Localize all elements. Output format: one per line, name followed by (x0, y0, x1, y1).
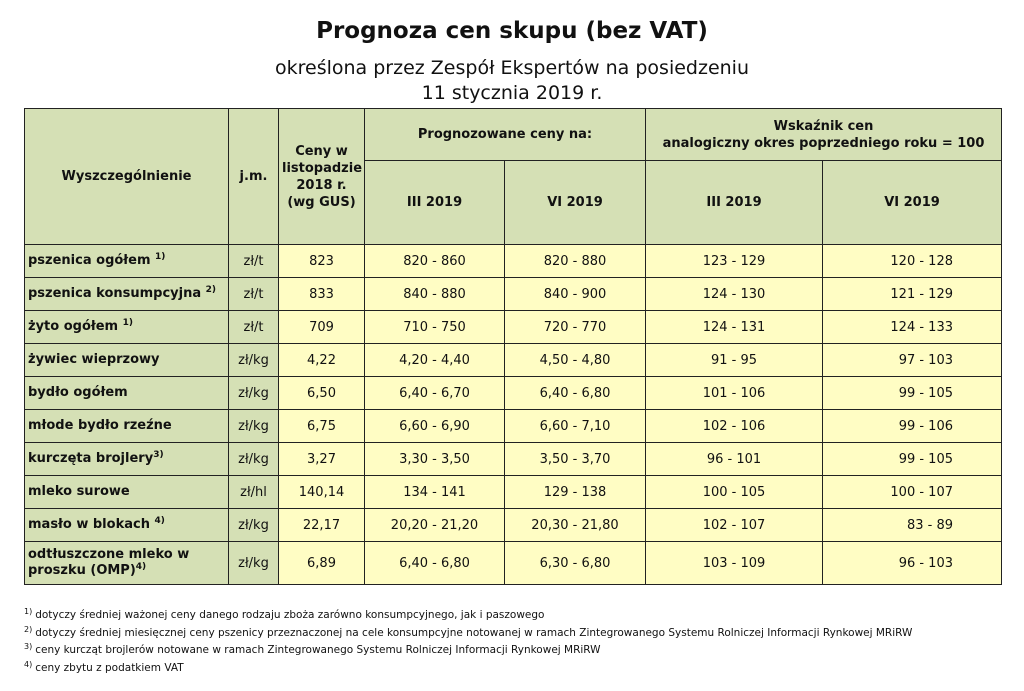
row-unit: zł/kg (229, 443, 279, 476)
row-unit: zł/kg (229, 377, 279, 410)
row-index-iii: 102 - 106 (646, 410, 823, 443)
row-name: żyto ogółem (28, 319, 119, 334)
header-index-line-1: Wskaźnik cen (773, 118, 874, 134)
row-name-cell (25, 542, 229, 585)
table-row (25, 410, 1002, 443)
footnote-text: dotyczy średniej miesięcznej ceny pszenicy przeznaczonej na cele konsumpcyjne notowanej w ramach Zintegrowanego Systemu Rolniczej Informacji Rynkowej MRiRW (35, 626, 913, 639)
row-price: 22,17 (279, 509, 365, 542)
table-row (25, 509, 1002, 542)
table-row (25, 245, 1002, 278)
row-forecast-iii: 4,20 - 4,40 (365, 344, 505, 377)
footnote-text: dotyczy średniej ważonej ceny danego rodzaju zboża zarówno konsumpcyjnego, jak i paszowego (35, 609, 545, 621)
row-index-iii: 91 - 95 (646, 344, 823, 377)
footnote-mark: 1) (24, 607, 33, 616)
header-index-line-2: analogiczny okres poprzedniego roku = 100 (662, 135, 985, 151)
row-index-vi: 83 - 89 (823, 509, 1002, 542)
subtitle-line-1: określona przez Zespół Ekspertów na posiedzeniu (275, 57, 749, 79)
row-index-iii: 123 - 129 (646, 245, 823, 278)
row-forecast-vi: 6,60 - 7,10 (505, 410, 646, 443)
row-index-iii: 124 - 131 (646, 311, 823, 344)
row-note: 2) (205, 285, 217, 295)
row-name-cell (25, 311, 229, 344)
row-unit: zł/kg (229, 410, 279, 443)
price-forecast-table (24, 108, 1002, 585)
row-unit: zł/t (229, 245, 279, 278)
row-note: 4) (135, 562, 147, 572)
row-index-vi: 96 - 103 (823, 542, 1002, 585)
row-forecast-vi: 6,30 - 6,80 (505, 542, 646, 585)
footnote-text: ceny zbytu z podatkiem VAT (35, 661, 184, 674)
row-name-cell (25, 245, 229, 278)
row-price: 6,50 (279, 377, 365, 410)
row-forecast-iii: 840 - 880 (365, 278, 505, 311)
row-index-iii: 101 - 106 (646, 377, 823, 410)
row-name: bydło ogółem (28, 385, 128, 400)
row-note: 4) (154, 516, 165, 526)
page-title: Prognoza cen skupu (bez VAT) (316, 18, 708, 44)
row-name: żywiec wieprzowy (28, 352, 160, 367)
header-price: Ceny w listopadzie 2018 r. (wg GUS) (279, 109, 365, 245)
row-forecast-vi: 6,40 - 6,80 (505, 377, 646, 410)
row-forecast-iii: 6,40 - 6,70 (365, 377, 505, 410)
row-unit: zł/t (229, 311, 279, 344)
row-name: mleko surowe (28, 484, 130, 499)
header-unit: j.m. (229, 109, 279, 245)
header-forecast-iii: III 2019 (365, 161, 505, 245)
row-index-iii: 124 - 130 (646, 278, 823, 311)
row-name-cell (25, 476, 229, 509)
row-forecast-vi: 720 - 770 (505, 311, 646, 344)
row-price: 823 (279, 245, 365, 278)
row-name-cell (25, 509, 229, 542)
row-name: kurczęta brojlery (28, 451, 154, 466)
row-index-vi: 120 - 128 (823, 245, 1002, 278)
row-index-vi: 100 - 107 (823, 476, 1002, 509)
row-unit: zł/hl (229, 476, 279, 509)
row-unit: zł/kg (229, 509, 279, 542)
row-name: młode bydło rzeźne (28, 418, 172, 433)
table-row (25, 278, 1002, 311)
row-index-iii: 102 - 107 (646, 509, 823, 542)
footnote (24, 607, 1004, 625)
footnote (24, 625, 1004, 643)
row-name-cell (25, 377, 229, 410)
header-forecast: Prognozowane ceny na: (365, 109, 646, 161)
footnote (24, 660, 1004, 678)
row-index-vi: 99 - 106 (823, 410, 1002, 443)
header-index (646, 109, 1002, 161)
row-name-cell (25, 410, 229, 443)
footnote-mark: 2) (24, 624, 33, 634)
row-note: 3) (153, 450, 164, 460)
row-price: 3,27 (279, 443, 365, 476)
row-index-iii: 100 - 105 (646, 476, 823, 509)
header-forecast-vi: VI 2019 (505, 161, 646, 245)
row-forecast-vi: 820 - 880 (505, 245, 646, 278)
row-note: 1) (155, 252, 166, 262)
row-name-cell (25, 278, 229, 311)
page-subtitle (0, 56, 1024, 106)
row-index-vi: 97 - 103 (823, 344, 1002, 377)
row-name-cell (25, 344, 229, 377)
row-name: pszenica konsumpcyjna (28, 286, 202, 301)
row-index-vi: 99 - 105 (823, 377, 1002, 410)
footnote-mark: 3) (24, 642, 33, 651)
row-name-cell (25, 443, 229, 476)
row-index-iii: 96 - 101 (646, 443, 823, 476)
row-forecast-vi: 4,50 - 4,80 (505, 344, 646, 377)
row-forecast-vi: 840 - 900 (505, 278, 646, 311)
row-forecast-iii: 6,60 - 6,90 (365, 410, 505, 443)
row-forecast-iii: 710 - 750 (365, 311, 505, 344)
row-unit: zł/t (229, 278, 279, 311)
row-name: odtłuszczone mleko w proszku (OMP) (28, 547, 190, 578)
table-row (25, 311, 1002, 344)
footnote (24, 642, 1004, 660)
row-unit: zł/kg (229, 344, 279, 377)
row-forecast-vi: 129 - 138 (505, 476, 646, 509)
row-unit: zł/kg (229, 542, 279, 585)
table-row (25, 443, 1002, 476)
table-row (25, 377, 1002, 410)
row-note: 1) (122, 318, 133, 328)
row-forecast-vi: 20,30 - 21,80 (505, 509, 646, 542)
table-row (25, 476, 1002, 509)
row-index-vi: 124 - 133 (823, 311, 1002, 344)
header-index-vi: VI 2019 (823, 161, 1002, 245)
footnote-text: ceny kurcząt brojlerów notowane w ramach Zintegrowanego Systemu Rolniczej Informacji Rynkowej MRiRW (35, 644, 601, 656)
footnote-mark: 4) (24, 659, 33, 669)
row-forecast-iii: 3,30 - 3,50 (365, 443, 505, 476)
table-row (25, 344, 1002, 377)
row-price: 709 (279, 311, 365, 344)
row-forecast-iii: 6,40 - 6,80 (365, 542, 505, 585)
row-forecast-iii: 820 - 860 (365, 245, 505, 278)
row-price: 4,22 (279, 344, 365, 377)
row-forecast-vi: 3,50 - 3,70 (505, 443, 646, 476)
row-name: masło w blokach (28, 517, 150, 532)
row-forecast-iii: 134 - 141 (365, 476, 505, 509)
row-price: 6,89 (279, 542, 365, 585)
row-name: pszenica ogółem (28, 253, 151, 268)
row-index-vi: 121 - 129 (823, 278, 1002, 311)
row-index-vi: 99 - 105 (823, 443, 1002, 476)
table-row (25, 542, 1002, 585)
header-index-iii: III 2019 (646, 161, 823, 245)
row-price: 833 (279, 278, 365, 311)
subtitle-line-2: 11 stycznia 2019 r. (421, 82, 603, 104)
header-item: Wyszczególnienie (25, 109, 229, 245)
row-forecast-iii: 20,20 - 21,20 (365, 509, 505, 542)
row-index-iii: 103 - 109 (646, 542, 823, 585)
footnotes (24, 607, 1004, 677)
row-price: 6,75 (279, 410, 365, 443)
row-price: 140,14 (279, 476, 365, 509)
